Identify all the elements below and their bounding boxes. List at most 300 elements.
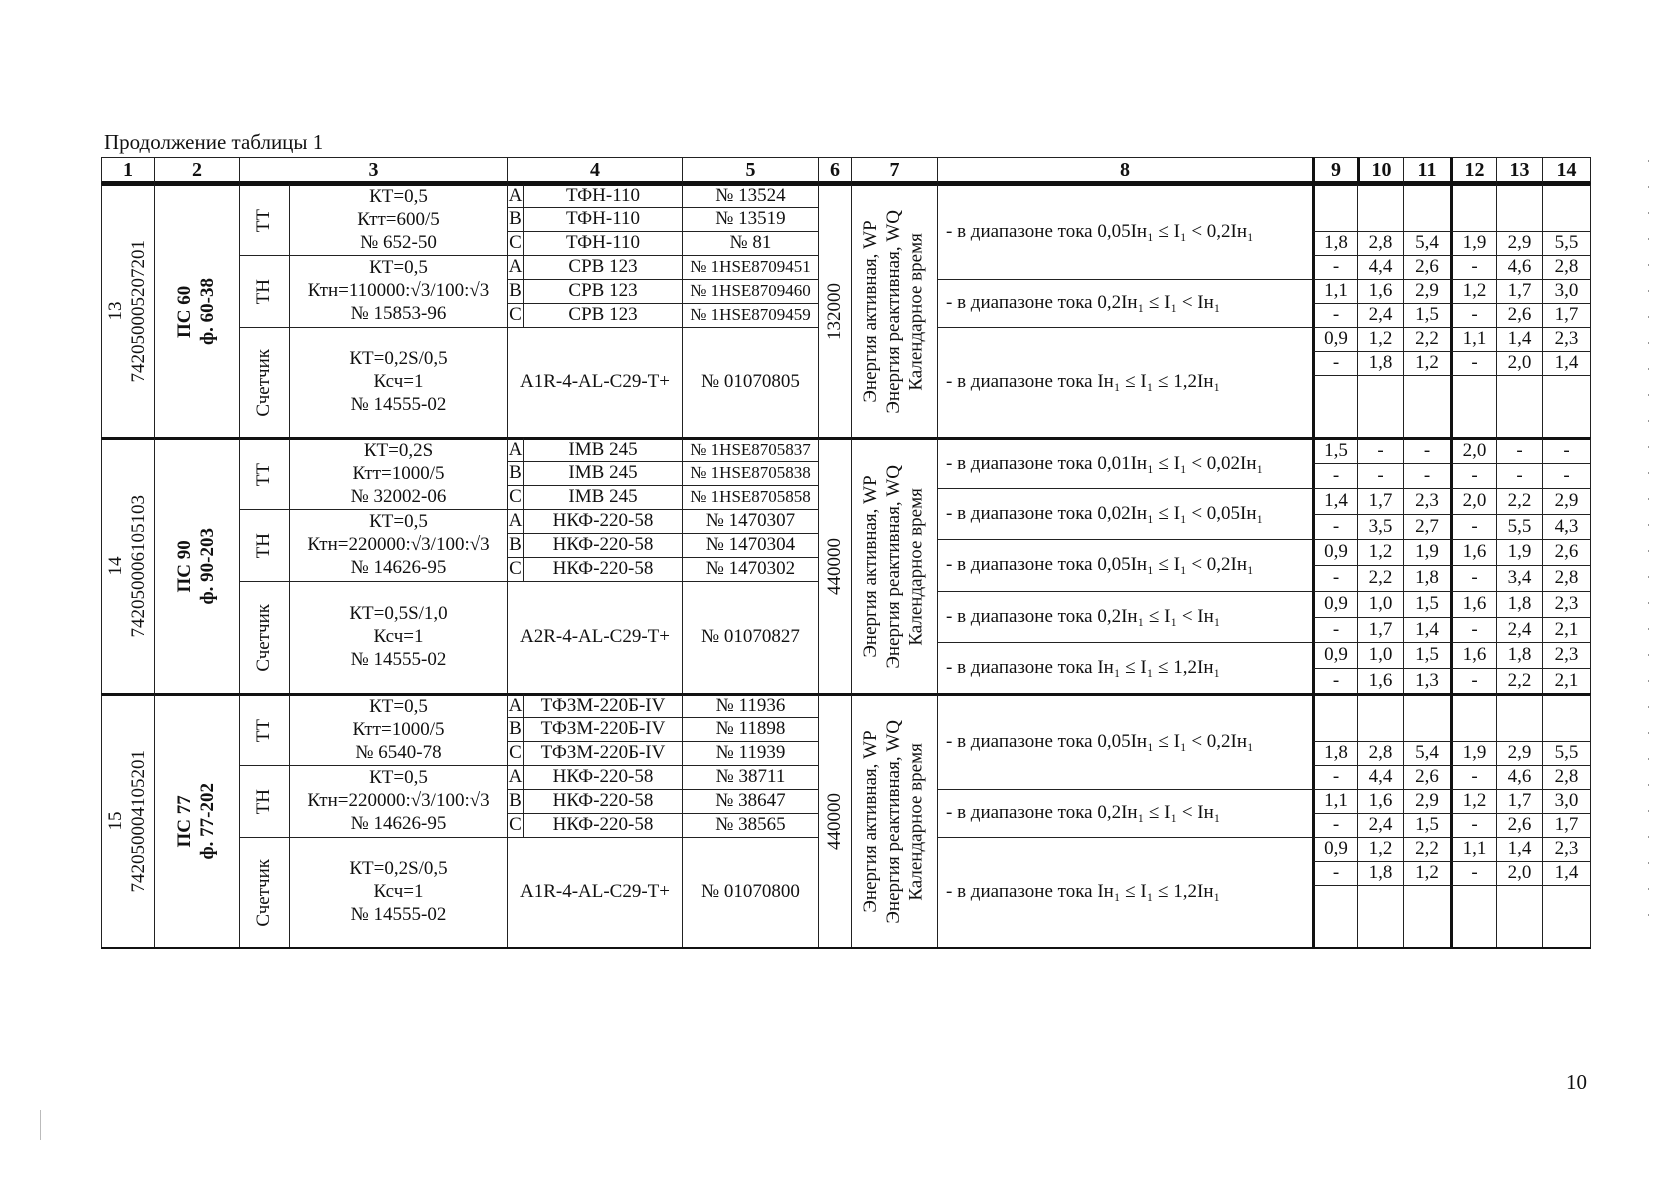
- tn-label-cell: [239, 255, 290, 328]
- empty-value-cell: [1403, 885, 1451, 948]
- accuracy-value: 2,8: [1542, 255, 1591, 280]
- current-range-label: - в диапазоне тока Iн₁ ≤ I₁ ≤ 1,2Iн₁: [937, 327, 1313, 438]
- accuracy-value: -: [1312, 861, 1358, 886]
- accuracy-value: 1,8: [1496, 591, 1543, 618]
- tn-phase-serial: № 38647: [682, 789, 819, 814]
- substation-cell: [154, 693, 240, 948]
- accuracy-value: 2,2: [1403, 837, 1451, 862]
- tn-phase-letter: A: [507, 765, 524, 790]
- empty-value-cell: [1357, 885, 1404, 948]
- tt-label-cell: [239, 693, 290, 766]
- accuracy-value: 2,9: [1403, 279, 1451, 304]
- accuracy-value: 1,0: [1357, 642, 1404, 669]
- empty-value-cell: [1496, 693, 1543, 742]
- accuracy-value: -: [1542, 437, 1591, 464]
- accuracy-value: 2,3: [1542, 642, 1591, 669]
- text-line: ф. 90-203: [197, 528, 218, 605]
- text-line: № 32002-06: [350, 485, 447, 507]
- accuracy-value: -: [1450, 514, 1497, 540]
- tt-phase-serial: № 11898: [682, 717, 819, 742]
- meter-label-cell: [239, 837, 290, 948]
- current-range-label: - в диапазоне тока 0,05Iн₁ ≤ I₁ < 0,2Iн₁: [937, 183, 1313, 280]
- current-range-label: - в диапазоне тока 0,05Iн₁ ≤ I₁ < 0,2Iн₁: [937, 539, 1313, 592]
- accuracy-value: 1,8: [1357, 861, 1404, 886]
- empty-value-cell: [1312, 693, 1358, 742]
- accuracy-value: 1,5: [1403, 642, 1451, 669]
- tn-phase-type: СРВ 123: [523, 255, 683, 280]
- tt-phase-type: ТФЗМ-220Б-IV: [523, 741, 683, 766]
- accuracy-value: 1,9: [1450, 741, 1497, 766]
- text-line: 15: [105, 812, 127, 831]
- tt-label: ТТ: [253, 462, 275, 487]
- energy-type-cell: [851, 183, 938, 438]
- text-line: КТ=0,5: [369, 767, 428, 789]
- substation-name: [174, 278, 220, 345]
- tt-params: [352, 696, 444, 764]
- tt-phase-type: ТФН-110: [523, 207, 683, 232]
- accuracy-value: 2,0: [1450, 437, 1497, 464]
- empty-value-cell: [1403, 375, 1451, 438]
- empty-value-cell: [1450, 375, 1497, 438]
- accuracy-value: -: [1312, 514, 1358, 540]
- text-line: ПС 77: [174, 795, 196, 848]
- accuracy-value: 2,0: [1496, 351, 1543, 376]
- tt-phase-type: IMB 245: [523, 461, 683, 486]
- tn-phase-letter: A: [507, 509, 524, 534]
- tt-phase-serial: № 11939: [682, 741, 819, 766]
- tn-phase-type: СРВ 123: [523, 303, 683, 328]
- meter-params: [349, 603, 447, 671]
- tn-phase-serial: № 1470302: [682, 557, 819, 582]
- accuracy-value: 1,2: [1357, 539, 1404, 566]
- empty-value-cell: [1312, 885, 1358, 948]
- header-col-4: 4: [507, 157, 683, 184]
- accuracy-value: 5,5: [1496, 514, 1543, 540]
- accuracy-value: 3,0: [1542, 789, 1591, 814]
- tn-params: [307, 511, 489, 579]
- tt-phase-type: ТФН-110: [523, 231, 683, 256]
- tt-phase-letter: C: [507, 741, 524, 766]
- substation-name: [174, 528, 220, 604]
- text-line: КТ=0,5: [369, 257, 428, 279]
- tn-phase-serial: № 1HSE8709451: [682, 255, 819, 280]
- tn-phase-type: НКФ-220-58: [523, 813, 683, 838]
- text-line: № 14626-95: [350, 812, 447, 834]
- tn-label: ТН: [253, 278, 275, 305]
- empty-value-cell: [1542, 183, 1591, 232]
- header-col-1: 1: [101, 157, 155, 184]
- text-line: КТ=0,2S: [363, 440, 434, 462]
- tn-phase-type: НКФ-220-58: [523, 509, 683, 534]
- accuracy-value: 5,5: [1542, 231, 1591, 256]
- text-line: КТ=0,5S/1,0: [349, 603, 448, 625]
- table-caption: Продолжение таблицы 1: [104, 130, 324, 154]
- voltage-value: 132000: [823, 283, 845, 340]
- accuracy-value: -: [1357, 463, 1404, 489]
- accuracy-value: 1,4: [1496, 327, 1543, 352]
- header-col-2: 2: [154, 157, 240, 184]
- accuracy-value: 1,7: [1496, 789, 1543, 814]
- meter-label: Счетчик: [253, 858, 275, 927]
- header-col-12: 12: [1450, 157, 1497, 184]
- accuracy-value: 1,4: [1542, 351, 1591, 376]
- accuracy-value: 2,9: [1542, 488, 1591, 515]
- accuracy-value: 1,7: [1357, 617, 1404, 643]
- energy-types: [860, 465, 928, 669]
- text-line: Энергия реактивная, WQ: [883, 209, 905, 414]
- accuracy-value: -: [1450, 463, 1497, 489]
- header-col-14: 14: [1542, 157, 1591, 184]
- accuracy-value: 1,1: [1450, 327, 1497, 352]
- empty-value-cell: [1496, 885, 1543, 948]
- tt-phase-type: ТФЗМ-220Б-IV: [523, 717, 683, 742]
- text-line: Ксч=1: [373, 626, 424, 648]
- accuracy-value: 2,7: [1403, 514, 1451, 540]
- tn-phase-type: СРВ 123: [523, 279, 683, 304]
- text-line: 742050006105103: [128, 495, 149, 638]
- text-line: № 14555-02: [350, 648, 447, 670]
- accuracy-value: 1,1: [1450, 837, 1497, 862]
- text-line: Календарное время: [905, 232, 927, 391]
- accuracy-value: 2,4: [1357, 813, 1404, 838]
- current-range-label: - в диапазоне тока 0,2Iн₁ ≤ I₁ < Iн₁: [937, 279, 1313, 328]
- current-range-label: - в диапазоне тока 0,01Iн₁ ≤ I₁ < 0,02Iн₁: [937, 437, 1313, 489]
- text-line: № 652-50: [360, 231, 437, 253]
- tt-phase-letter: A: [507, 437, 524, 462]
- tn-phase-serial: № 1HSE8709460: [682, 279, 819, 304]
- empty-value-cell: [1357, 375, 1404, 438]
- accuracy-value: 2,8: [1357, 231, 1404, 256]
- tt-phase-serial: № 11936: [682, 693, 819, 718]
- accuracy-value: 1,2: [1403, 351, 1451, 376]
- tt-phase-letter: B: [507, 207, 524, 232]
- text-line: № 6540-78: [355, 741, 442, 763]
- text-line: Энергия активная, WP: [860, 220, 882, 403]
- accuracy-value: -: [1450, 303, 1497, 328]
- object-number-cell: [101, 693, 155, 948]
- accuracy-value: -: [1312, 303, 1358, 328]
- accuracy-value: -: [1357, 437, 1404, 464]
- meter-params: [349, 858, 447, 926]
- energy-type-cell: [851, 693, 938, 948]
- substation-name: [174, 783, 220, 859]
- text-line: Ктт=1000/5: [352, 719, 445, 741]
- text-line: № 14626-95: [350, 556, 447, 578]
- tn-phase-type: НКФ-220-58: [523, 765, 683, 790]
- accuracy-value: 2,3: [1542, 591, 1591, 618]
- accuracy-value: 2,8: [1542, 565, 1591, 592]
- accuracy-value: 2,3: [1542, 837, 1591, 862]
- accuracy-value: 1,8: [1496, 642, 1543, 669]
- tn-label-cell: [239, 765, 290, 838]
- accuracy-value: 2,2: [1357, 565, 1404, 592]
- empty-value-cell: [1542, 375, 1591, 438]
- meter-label-cell: [239, 581, 290, 694]
- accuracy-value: 4,3: [1542, 514, 1591, 540]
- text-line: 13: [105, 302, 127, 321]
- accuracy-value: 1,8: [1312, 741, 1358, 766]
- header-col-6: 6: [818, 157, 852, 184]
- tt-params: [357, 186, 440, 254]
- empty-value-cell: [1312, 183, 1358, 232]
- current-range-label: - в диапазоне тока Iн₁ ≤ I₁ ≤ 1,2Iн₁: [937, 837, 1313, 948]
- voltage-cell: [818, 183, 852, 438]
- current-range-label: - в диапазоне тока 0,02Iн₁ ≤ I₁ < 0,05Iн₁: [937, 488, 1313, 540]
- accuracy-value: -: [1450, 765, 1497, 790]
- text-line: КТ=0,2S/0,5: [349, 348, 448, 370]
- tn-phase-letter: C: [507, 557, 524, 582]
- accuracy-value: 2,8: [1542, 765, 1591, 790]
- accuracy-value: 1,6: [1450, 591, 1497, 618]
- accuracy-value: 2,4: [1357, 303, 1404, 328]
- voltage-value: 440000: [823, 793, 845, 850]
- object-id: [105, 495, 151, 638]
- text-line: ф. 60-38: [197, 278, 218, 345]
- tn-phase-type: НКФ-220-58: [523, 533, 683, 558]
- tt-label-cell: [239, 437, 290, 510]
- accuracy-value: 1,7: [1357, 488, 1404, 515]
- meter-label-cell: [239, 327, 290, 438]
- tt-phase-serial: № 1HSE8705837: [682, 437, 819, 462]
- current-range-label: - в диапазоне тока Iн₁ ≤ I₁ ≤ 1,2Iн₁: [937, 642, 1313, 694]
- accuracy-value: 3,5: [1357, 514, 1404, 540]
- substation-cell: [154, 183, 240, 438]
- text-line: Энергия активная, WP: [860, 730, 882, 913]
- tn-params-cell: [289, 765, 508, 838]
- accuracy-value: 1,5: [1403, 303, 1451, 328]
- tn-phase-serial: № 38565: [682, 813, 819, 838]
- accuracy-value: -: [1403, 437, 1451, 464]
- tt-params-cell: [289, 183, 508, 256]
- meter-label: Счетчик: [253, 348, 275, 417]
- accuracy-value: 1,2: [1357, 327, 1404, 352]
- accuracy-value: 5,4: [1403, 231, 1451, 256]
- text-line: № 14555-02: [350, 903, 447, 925]
- tt-phase-letter: B: [507, 461, 524, 486]
- accuracy-value: 1,2: [1450, 279, 1497, 304]
- accuracy-value: 4,4: [1357, 765, 1404, 790]
- accuracy-value: 2,6: [1542, 539, 1591, 566]
- accuracy-value: 1,7: [1542, 813, 1591, 838]
- accuracy-value: 2,9: [1496, 231, 1543, 256]
- accuracy-value: 1,4: [1403, 617, 1451, 643]
- page-number: 10: [1566, 1070, 1587, 1094]
- accuracy-value: 1,6: [1357, 789, 1404, 814]
- tt-label: ТТ: [253, 208, 275, 233]
- empty-value-cell: [1403, 183, 1451, 232]
- accuracy-value: -: [1312, 255, 1358, 280]
- text-line: ф. 77-202: [197, 783, 218, 860]
- energy-types: [860, 720, 928, 924]
- text-line: Ксч=1: [373, 371, 424, 393]
- accuracy-value: 3,4: [1496, 565, 1543, 592]
- voltage-value: 440000: [823, 538, 845, 595]
- tn-label: ТН: [253, 532, 275, 559]
- accuracy-value: 1,8: [1403, 565, 1451, 592]
- text-line: 14: [105, 557, 127, 576]
- accuracy-value: 1,9: [1496, 539, 1543, 566]
- accuracy-value: 5,4: [1403, 741, 1451, 766]
- tt-phase-type: IMB 245: [523, 437, 683, 462]
- tn-label-cell: [239, 509, 290, 582]
- accuracy-value: 1,5: [1312, 437, 1358, 464]
- accuracy-value: -: [1450, 813, 1497, 838]
- accuracy-value: 3,0: [1542, 279, 1591, 304]
- meter-serial: № 01070800: [682, 837, 819, 948]
- empty-value-cell: [1357, 693, 1404, 742]
- accuracy-value: -: [1450, 617, 1497, 643]
- text-line: № 15853-96: [350, 302, 447, 324]
- accuracy-value: -: [1312, 351, 1358, 376]
- tt-phase-serial: № 1HSE8705838: [682, 461, 819, 486]
- accuracy-value: 1,8: [1312, 231, 1358, 256]
- meter-params-cell: [289, 837, 508, 948]
- meter-label: Счетчик: [253, 603, 275, 672]
- accuracy-value: 0,9: [1312, 327, 1358, 352]
- tn-phase-type: НКФ-220-58: [523, 789, 683, 814]
- accuracy-value: 0,9: [1312, 642, 1358, 669]
- header-col-3: 3: [239, 157, 508, 184]
- energy-type-cell: [851, 437, 938, 694]
- tn-phase-serial: № 1470304: [682, 533, 819, 558]
- accuracy-value: 1,9: [1403, 539, 1451, 566]
- accuracy-value: 2,8: [1357, 741, 1404, 766]
- accuracy-value: -: [1450, 255, 1497, 280]
- text-line: КТ=0,2S/0,5: [349, 858, 448, 880]
- meter-type: A2R-4-AL-C29-T+: [507, 581, 683, 694]
- accuracy-value: 2,9: [1496, 741, 1543, 766]
- tn-phase-letter: A: [507, 255, 524, 280]
- text-line: Ктн=220000:√3/100:√3: [307, 790, 490, 812]
- empty-value-cell: [1450, 693, 1497, 742]
- accuracy-value: 0,9: [1312, 837, 1358, 862]
- accuracy-value: 2,0: [1450, 488, 1497, 515]
- text-line: Ксч=1: [373, 881, 424, 903]
- text-line: 742050005207201: [128, 240, 149, 383]
- tn-phase-letter: C: [507, 813, 524, 838]
- accuracy-value: 5,5: [1542, 741, 1591, 766]
- tn-phase-serial: № 1470307: [682, 509, 819, 534]
- accuracy-value: -: [1496, 463, 1543, 489]
- accuracy-value: 1,4: [1542, 861, 1591, 886]
- accuracy-value: 2,3: [1542, 327, 1591, 352]
- meter-serial: № 01070827: [682, 581, 819, 694]
- tn-label: ТН: [253, 788, 275, 815]
- accuracy-value: 2,1: [1542, 617, 1591, 643]
- header-col-10: 10: [1357, 157, 1404, 184]
- substation-cell: [154, 437, 240, 694]
- tt-phase-type: ТФЗМ-220Б-IV: [523, 693, 683, 718]
- accuracy-value: 1,3: [1403, 668, 1451, 694]
- accuracy-value: 1,4: [1496, 837, 1543, 862]
- tt-params-cell: [289, 693, 508, 766]
- accuracy-value: -: [1312, 565, 1358, 592]
- tt-phase-serial: № 81: [682, 231, 819, 256]
- accuracy-value: -: [1450, 861, 1497, 886]
- accuracy-value: 1,1: [1312, 789, 1358, 814]
- empty-value-cell: [1496, 375, 1543, 438]
- tn-params-cell: [289, 255, 508, 328]
- empty-value-cell: [1542, 885, 1591, 948]
- scan-margin-mark: [40, 1110, 41, 1140]
- object-number-cell: [101, 183, 155, 438]
- text-line: № 14555-02: [350, 393, 447, 415]
- accuracy-value: -: [1450, 565, 1497, 592]
- accuracy-value: 2,6: [1403, 255, 1451, 280]
- accuracy-value: 1,5: [1403, 591, 1451, 618]
- empty-value-cell: [1312, 375, 1358, 438]
- tn-phase-serial: № 38711: [682, 765, 819, 790]
- accuracy-value: -: [1312, 617, 1358, 643]
- header-col-13: 13: [1496, 157, 1543, 184]
- accuracy-value: 2,2: [1496, 668, 1543, 694]
- tt-phase-letter: C: [507, 231, 524, 256]
- object-id: [105, 240, 151, 383]
- accuracy-value: 2,2: [1496, 488, 1543, 515]
- accuracy-value: -: [1496, 437, 1543, 464]
- accuracy-value: 4,6: [1496, 255, 1543, 280]
- energy-types: [860, 210, 928, 414]
- accuracy-value: 1,8: [1357, 351, 1404, 376]
- tn-params: [308, 257, 490, 325]
- meter-params-cell: [289, 581, 508, 694]
- scan-margin-mark: [1648, 160, 1649, 940]
- tt-phase-type: ТФН-110: [523, 183, 683, 208]
- tn-phase-letter: C: [507, 303, 524, 328]
- accuracy-value: 2,4: [1496, 617, 1543, 643]
- accuracy-value: 2,0: [1496, 861, 1543, 886]
- tt-phase-serial: № 1HSE8705858: [682, 485, 819, 510]
- tn-params: [307, 767, 489, 835]
- text-line: Ктн=110000:√3/100:√3: [307, 280, 490, 302]
- accuracy-value: 2,6: [1496, 813, 1543, 838]
- accuracy-value: 2,9: [1403, 789, 1451, 814]
- accuracy-value: 1,6: [1357, 668, 1404, 694]
- object-id: [105, 750, 151, 893]
- accuracy-value: 2,2: [1403, 327, 1451, 352]
- accuracy-value: 1,2: [1357, 837, 1404, 862]
- text-line: Энергия реактивная, WQ: [883, 719, 905, 924]
- text-line: КТ=0,5: [369, 186, 428, 208]
- accuracy-value: 1,2: [1403, 861, 1451, 886]
- current-range-label: - в диапазоне тока 0,05Iн₁ ≤ I₁ < 0,2Iн₁: [937, 693, 1313, 790]
- meter-serial: № 01070805: [682, 327, 819, 438]
- text-line: КТ=0,5: [369, 511, 428, 533]
- text-line: ПС 60: [174, 285, 196, 338]
- accuracy-value: 1,9: [1450, 231, 1497, 256]
- text-line: Энергия реактивная, WQ: [883, 464, 905, 669]
- empty-value-cell: [1542, 693, 1591, 742]
- accuracy-value: 1,1: [1312, 279, 1358, 304]
- tn-params-cell: [289, 509, 508, 582]
- voltage-cell: [818, 437, 852, 694]
- tt-phase-letter: A: [507, 183, 524, 208]
- accuracy-value: 2,1: [1542, 668, 1591, 694]
- meter-params-cell: [289, 327, 508, 438]
- accuracy-value: 1,6: [1450, 642, 1497, 669]
- accuracy-value: 1,2: [1450, 789, 1497, 814]
- voltage-cell: [818, 693, 852, 948]
- accuracy-value: -: [1312, 668, 1358, 694]
- accuracy-value: 4,4: [1357, 255, 1404, 280]
- meter-params: [349, 348, 447, 416]
- accuracy-value: -: [1542, 463, 1591, 489]
- meter-type: A1R-4-AL-C29-T+: [507, 837, 683, 948]
- tt-params: [351, 440, 447, 508]
- header-col-9: 9: [1312, 157, 1358, 184]
- tt-phase-serial: № 13519: [682, 207, 819, 232]
- accuracy-value: 0,9: [1312, 591, 1358, 618]
